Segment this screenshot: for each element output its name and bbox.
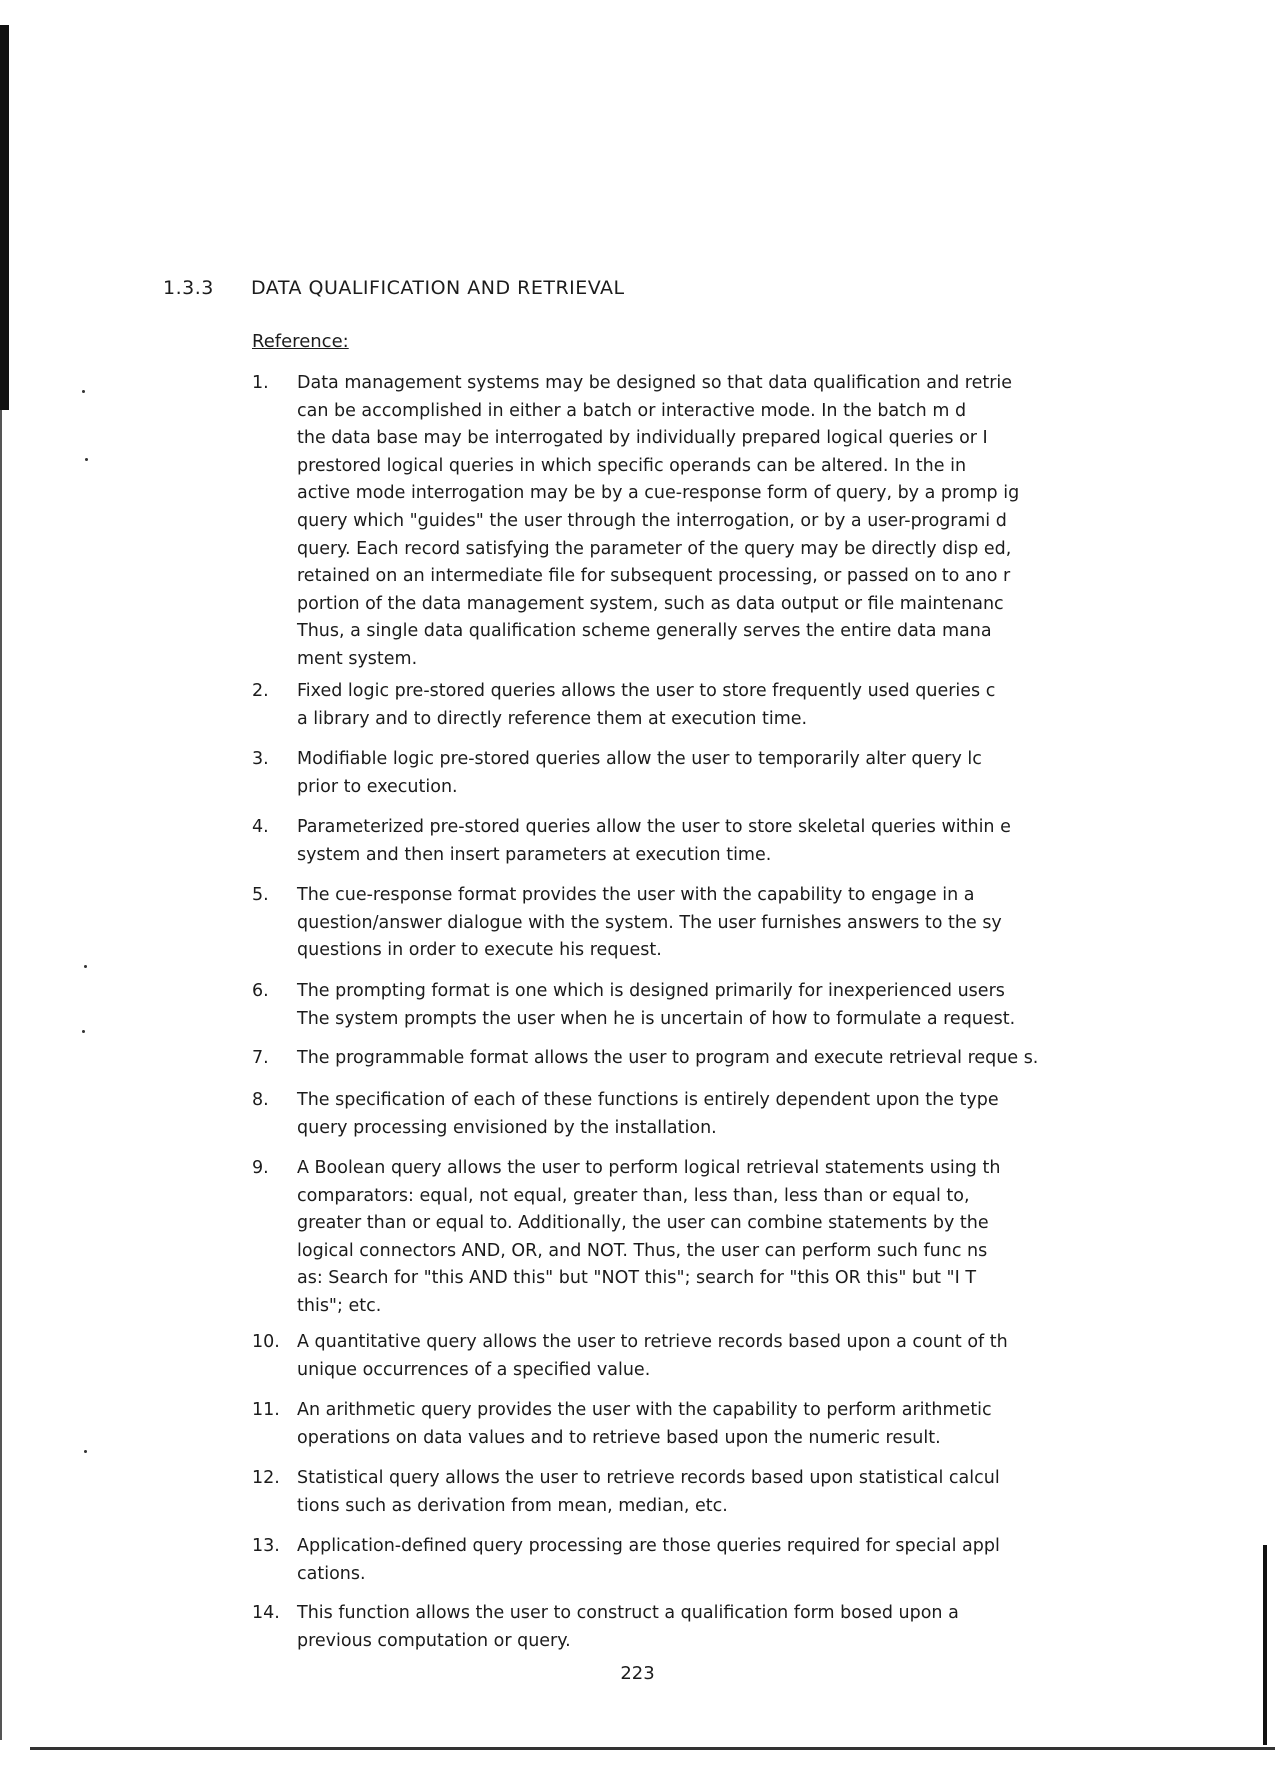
section-heading (163, 277, 625, 299)
item-number: 12. (252, 1468, 280, 1488)
list-item (252, 370, 1092, 674)
item-number: 9. (252, 1158, 269, 1178)
list-item (252, 1533, 1092, 1588)
list-item (252, 1397, 1092, 1452)
item-number: 3. (252, 749, 269, 769)
scan-speck (84, 1450, 87, 1453)
list-item (252, 1465, 1092, 1520)
scan-speck (84, 965, 87, 968)
item-text: A Boolean query allows the user to perform logical retrieval statements using th comparators: equal, not equal, greater than, less than, less than or equal to, greater than or equal to. Additionally, the user can combine statements by the logical connectors AND, OR, and NOT. Thus, the user can perform such func ns as: Search for "this AND this" but "NOT this"; search for "this OR this" but "I T this"; etc. (297, 1158, 1001, 1316)
item-text: This function allows the user to construct a qualification form bosed upon a previous computation or query. (297, 1603, 959, 1651)
item-text: The prompting format is one which is designed primarily for inexperienced users The system prompts the user when he is uncertain of how to formulate a request. (297, 981, 1016, 1029)
scan-speck (85, 458, 88, 461)
item-text: Parameterized pre-stored queries allow the user to store skeletal queries within e system and then insert parameters at execution time. (297, 817, 1011, 865)
list-item (252, 814, 1092, 869)
item-text: An arithmetic query provides the user with the capability to perform arithmetic operations on data values and to retrieve based upon the numeric result. (297, 1400, 992, 1448)
item-number: 10. (252, 1332, 280, 1352)
scan-edge-right (1263, 1545, 1267, 1745)
list-item (252, 746, 1092, 801)
item-text: The specification of each of these functions is entirely dependent upon the type query processing envisioned by the installation. (297, 1090, 999, 1138)
item-text: Data management systems may be designed so that data qualification and retrie can be accomplished in either a batch or interactive mode. In the batch m d the data base may be interrogated by individually prepared logical queries or I prestored logical queries in which specific operands can be altered. In the in active mode interrogation may be by a cue-response form of query, by a promp ig query which "guides" the user through the interrogation, or by a user-programi d query. Each record satisfying the parameter of the query may be directly disp ed, retained on an intermediate file for subsequent processing, or passed on to ano r portion of the data management system, such as data output or file maintenanc Thus, a single data qualification scheme generally serves the entire data mana ment system. (297, 373, 1020, 669)
item-text: Modifiable logic pre-stored queries allow the user to temporarily alter query lc prior to execution. (297, 749, 982, 797)
list-item (252, 1600, 1092, 1655)
list-item (252, 678, 1092, 733)
item-number: 1. (252, 373, 269, 393)
item-text: Fixed logic pre-stored queries allows the user to store frequently used queries c a library and to directly reference them at execution time. (297, 681, 996, 729)
item-number: 6. (252, 981, 269, 1001)
reference-label: Reference: (252, 331, 349, 352)
item-number: 8. (252, 1090, 269, 1110)
item-number: 2. (252, 681, 269, 701)
item-text: A quantitative query allows the user to retrieve records based upon a count of th unique occurrences of a specified value. (297, 1332, 1008, 1380)
list-item (252, 1087, 1092, 1142)
item-number: 7. (252, 1048, 269, 1068)
list-item (252, 1155, 1092, 1321)
scan-speck (82, 390, 85, 393)
list-item (252, 1045, 1092, 1073)
item-number: 11. (252, 1400, 280, 1420)
scan-edge-left-line (0, 410, 2, 1740)
scan-speck (82, 1030, 85, 1033)
item-number: 5. (252, 885, 269, 905)
item-number: 14. (252, 1603, 280, 1623)
item-text: Statistical query allows the user to retrieve records based upon statistical calcul tions such as derivation from mean, median, etc. (297, 1468, 1000, 1516)
item-text: The cue-response format provides the user with the capability to engage in a question/answer dialogue with the system. The user furnishes answers to the sy questions in order to execute his request. (297, 885, 1002, 961)
scan-edge-bottom (30, 1747, 1275, 1750)
item-number: 13. (252, 1536, 280, 1556)
section-title: DATA QUALIFICATION AND RETRIEVAL (251, 277, 625, 299)
list-item (252, 882, 1092, 965)
scan-edge-left (0, 25, 9, 410)
list-item (252, 978, 1092, 1033)
section-number: 1.3.3 (163, 277, 214, 299)
page-number: 223 (620, 1663, 655, 1684)
item-text: The programmable format allows the user to program and execute retrieval reque s. (297, 1048, 1039, 1068)
item-text: Application-defined query processing are those queries required for special appl cations. (297, 1536, 1000, 1584)
list-item (252, 1329, 1092, 1384)
item-number: 4. (252, 817, 269, 837)
